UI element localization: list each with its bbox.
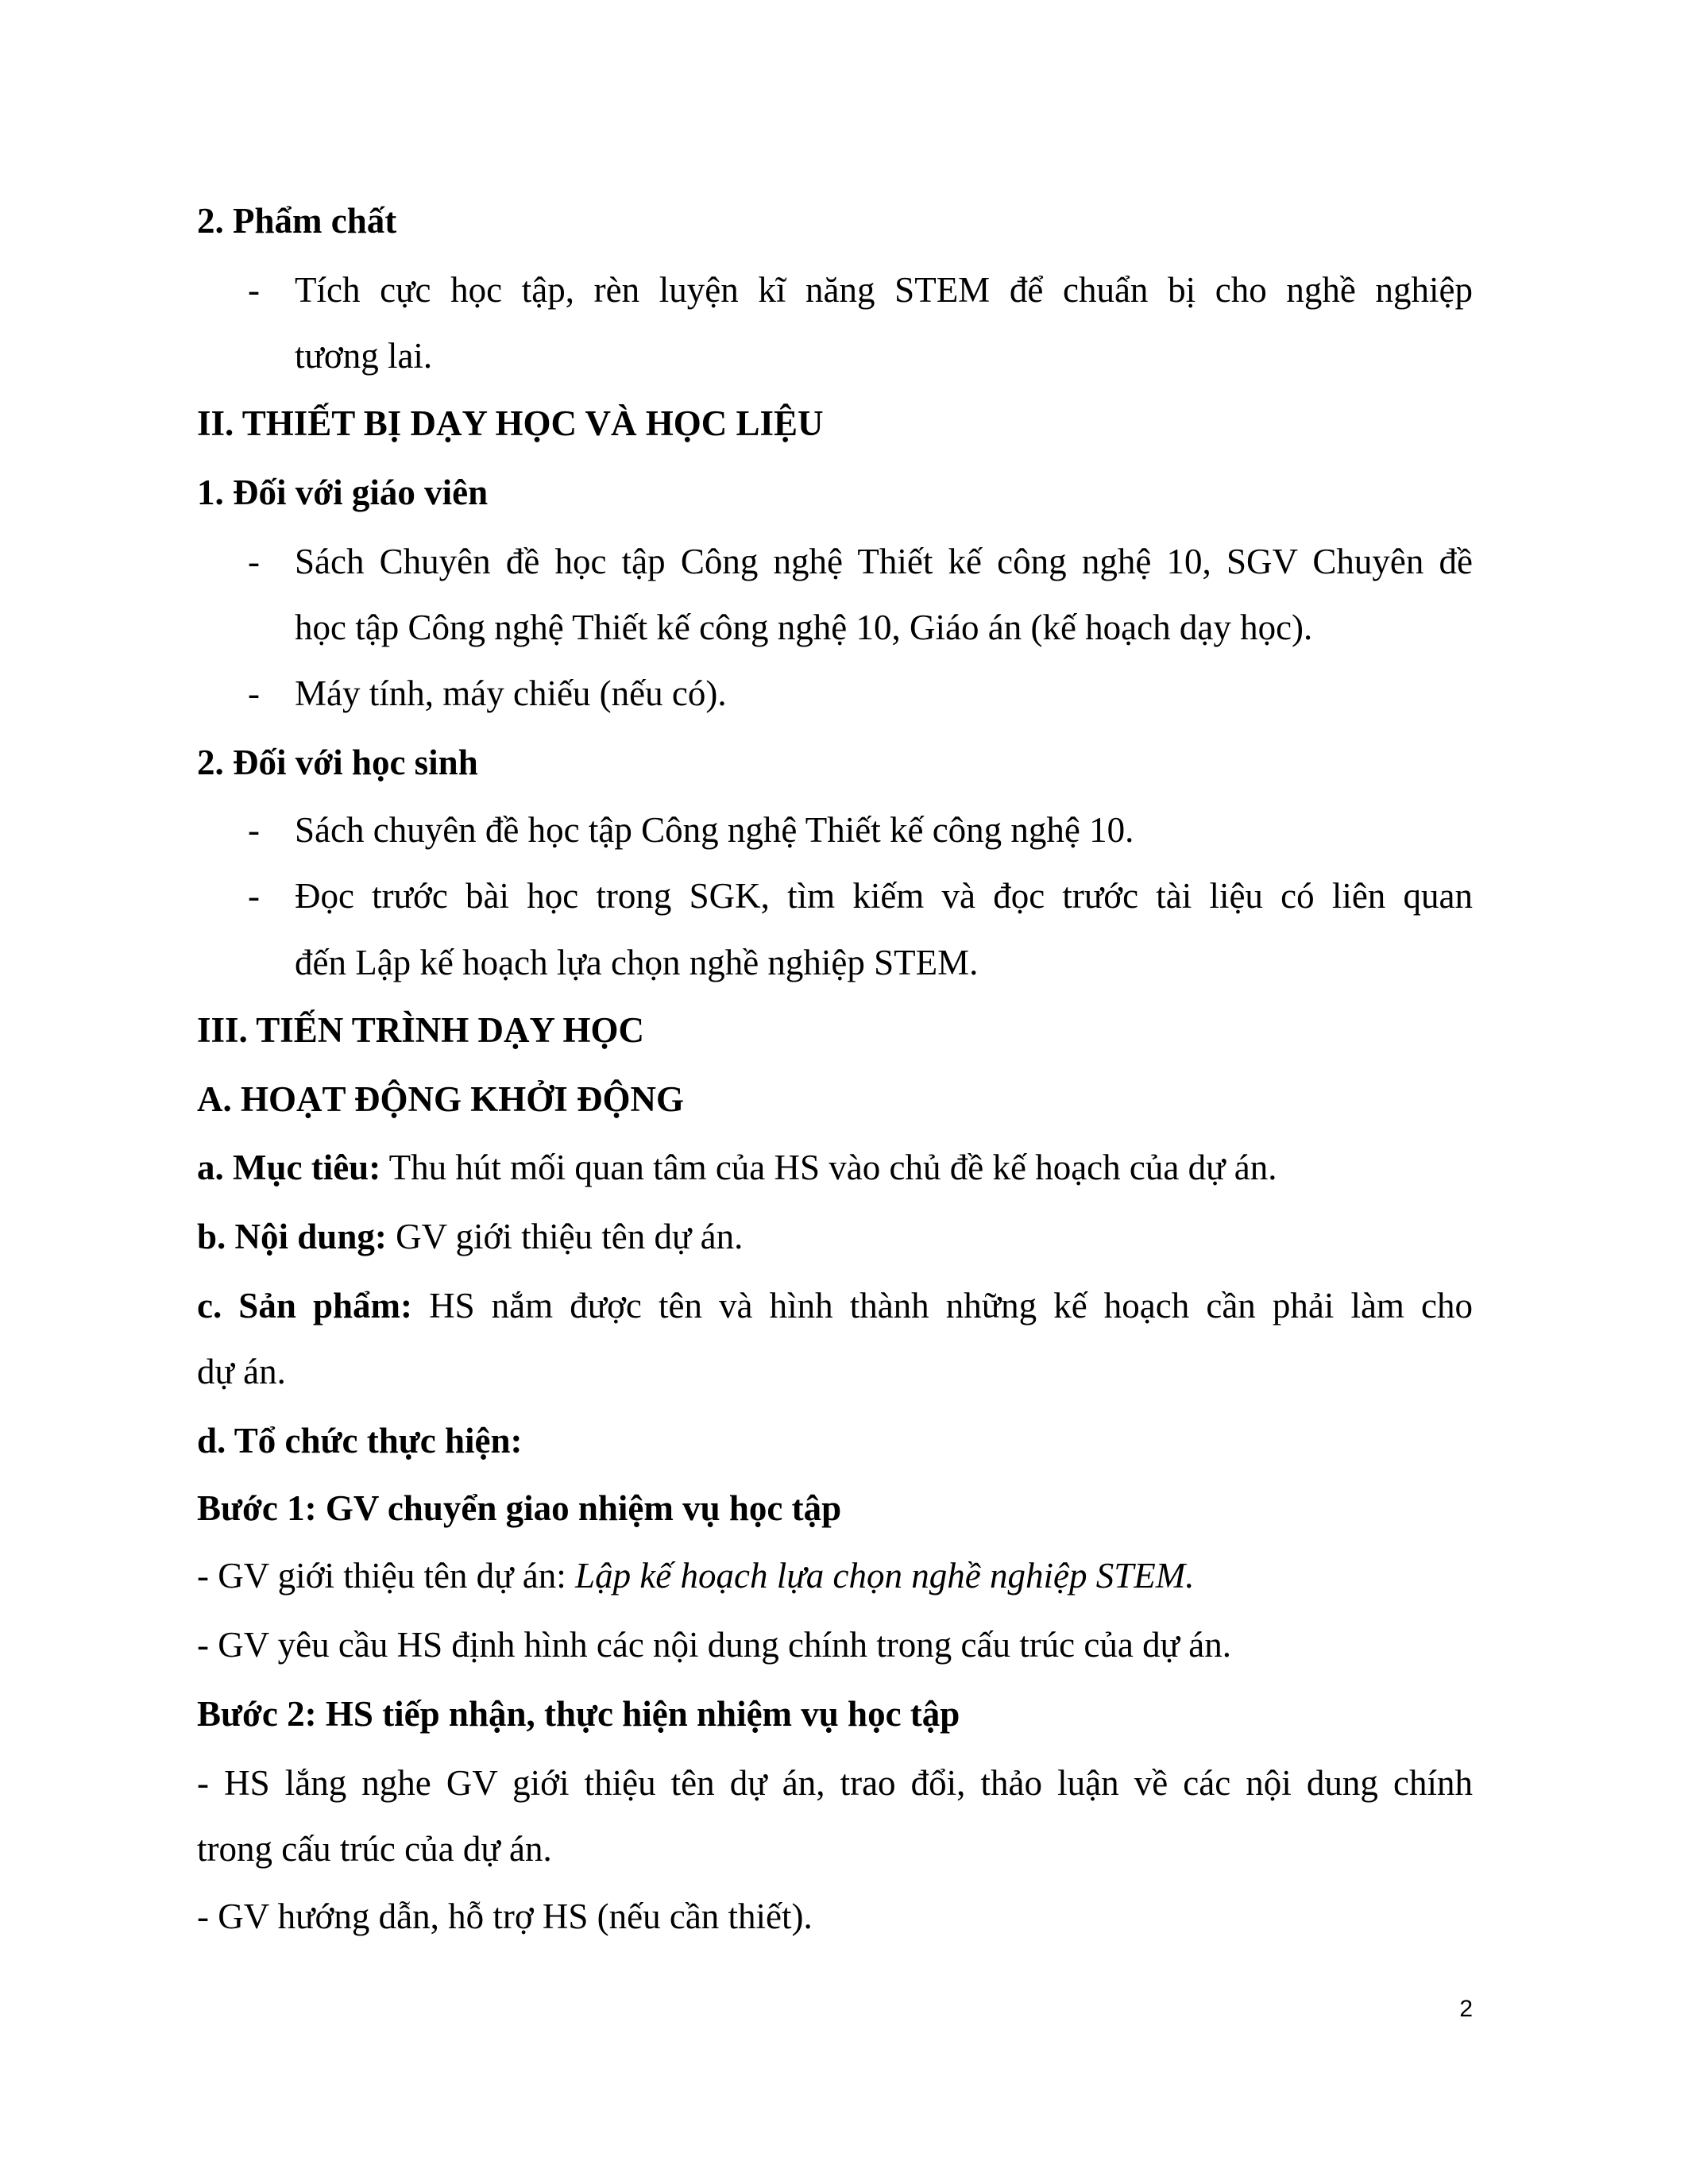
hs-item2-line2: đến Lập kế hoạch lựa chọn nghề nghiệp STEM. [295,943,979,982]
heading-to-chuc [197,1406,1473,1475]
heading-text: 1. Đối với giáo viên [197,473,489,512]
label: b. Nội dung: [197,1217,387,1256]
text: Thu hút mối quan tâm của HS vào chủ đề kế hoạch của dự án. [380,1148,1277,1187]
text: - GV giới thiệu tên dự án: [197,1556,576,1596]
bullet-dash: - [248,673,260,713]
pham-chat-item-line2: tương lai. [295,336,433,376]
buoc1-line1 [197,1542,1473,1610]
gv-item2: Máy tính, máy chiếu (nếu có). [295,673,727,713]
buoc1-line2: - GV yêu cầu HS định hình các nội dung chính trong cấu trúc của dự án. [197,1625,1231,1665]
heading-text: Bước 1: GV chuyển giao nhiệm vụ học tập [197,1488,842,1528]
buoc2-line1b: trong cấu trúc của dự án. [197,1829,552,1869]
project-title: Lập kế hoạch lựa chọn nghề nghiệp STEM. [575,1556,1195,1596]
heading-buoc-1 [197,1474,1473,1542]
gv-item1-line1: Sách Chuyên đề học tập Công nghệ Thiết kế công nghệ 10, SGV Chuyên đề [295,542,1473,581]
heading-text: d. Tổ chức thực hiện: [197,1421,523,1461]
heading-text: 2. Phẩm chất [197,201,397,241]
san-pham-line1 [197,1271,1473,1340]
heading-hoc-sinh [197,728,1473,797]
text: HS nắm được tên và hình thành những kế hoạch cần phải làm cho [411,1286,1473,1325]
page-number: 2 [1459,1996,1473,2022]
noi-dung [197,1202,1473,1271]
bullet-dash: - [248,270,260,310]
heading-text: Bước 2: HS tiếp nhận, thực hiện nhiệm vụ học tập [197,1694,960,1734]
pham-chat-item-line1: Tích cực học tập, rèn luyện kĩ năng STEM để chuẩn bị cho nghề nghiệp [295,270,1473,310]
bullet-dash: - [248,810,260,850]
gv-item1-line2: học tập Công nghệ Thiết kế công nghệ 10, Giáo án (kế hoạch dạy học). [295,608,1313,647]
heading-text: II. THIẾT BỊ DẠY HỌC VÀ HỌC LIỆU [197,403,824,443]
heading-section-3 [197,996,1473,1064]
hs-item1: Sách chuyên đề học tập Công nghệ Thiết kế công nghệ 10. [295,810,1134,850]
hs-item2-line1: Đọc trước bài học trong SGK, tìm kiếm và đọc trước tài liệu có liên quan [295,876,1473,916]
text: GV giới thiệu tên dự án. [386,1217,744,1256]
heading-text: 2. Đối với học sinh [197,743,478,782]
heading-section-2 [197,389,1473,457]
heading-activity [197,1065,1473,1133]
heading-text: III. TIẾN TRÌNH DẠY HỌC [197,1010,645,1050]
heading-giao-vien [197,458,1473,527]
label: c. Sản phẩm: [197,1286,412,1325]
heading-buoc-2 [197,1680,1473,1748]
buoc2-line1a: - HS lắng nghe GV giới thiệu tên dự án, trao đổi, thảo luận về các nội dung chính [197,1763,1473,1803]
heading-text: A. HOẠT ĐỘNG KHỞI ĐỘNG [197,1079,684,1119]
bullet-dash: - [248,542,260,581]
muc-tieu [197,1133,1473,1202]
label: a. Mục tiêu: [197,1148,381,1187]
san-pham-line2: dự án. [197,1352,286,1391]
heading-pham-chat [197,187,1473,255]
buoc2-line2: - GV hướng dẫn, hỗ trợ HS (nếu cần thiết). [197,1897,813,1936]
bullet-dash: - [248,876,260,916]
